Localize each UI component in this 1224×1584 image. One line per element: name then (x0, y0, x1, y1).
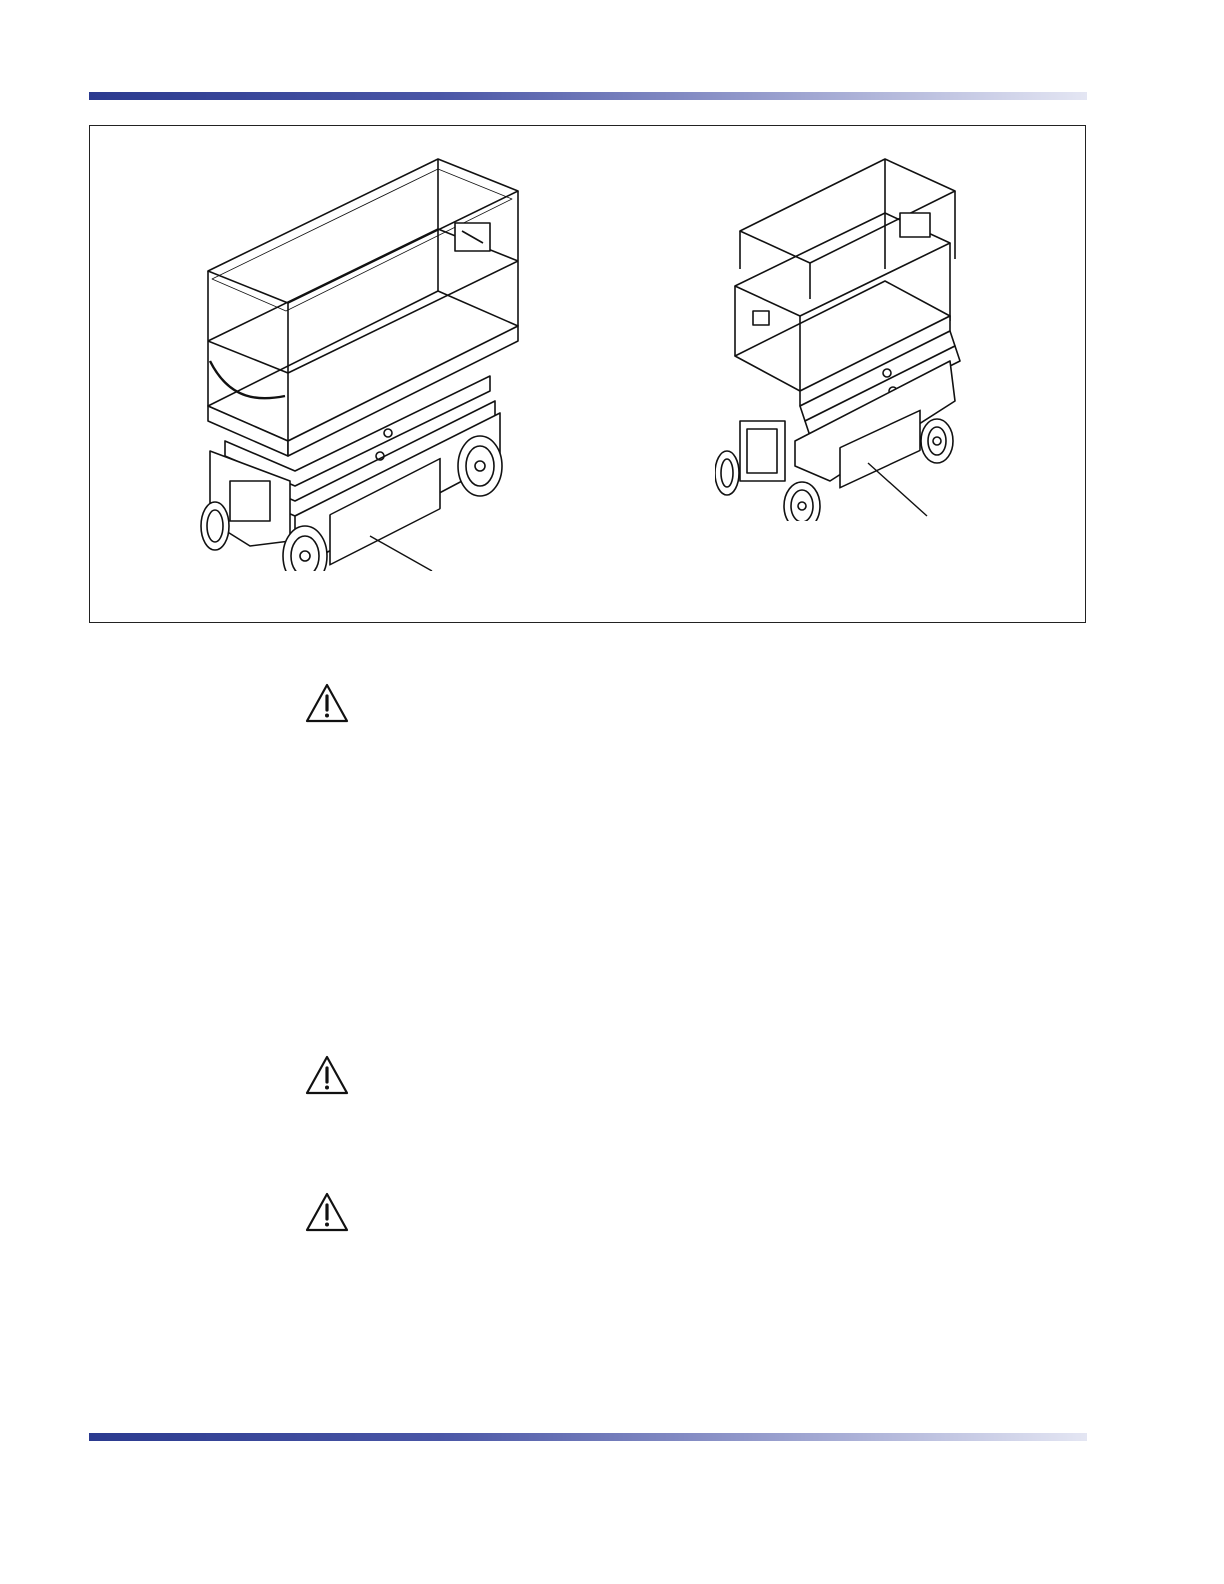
warning-triangle-icon (304, 682, 350, 724)
warning-triangle-icon (304, 1191, 350, 1233)
scissor-lift-large-illustration (200, 151, 540, 571)
figure-frame (89, 125, 1086, 623)
warning-triangle-icon (304, 1054, 350, 1096)
scissor-lift-compact-illustration (715, 151, 975, 521)
footer-rule (89, 1433, 1087, 1441)
header-rule (89, 92, 1087, 100)
